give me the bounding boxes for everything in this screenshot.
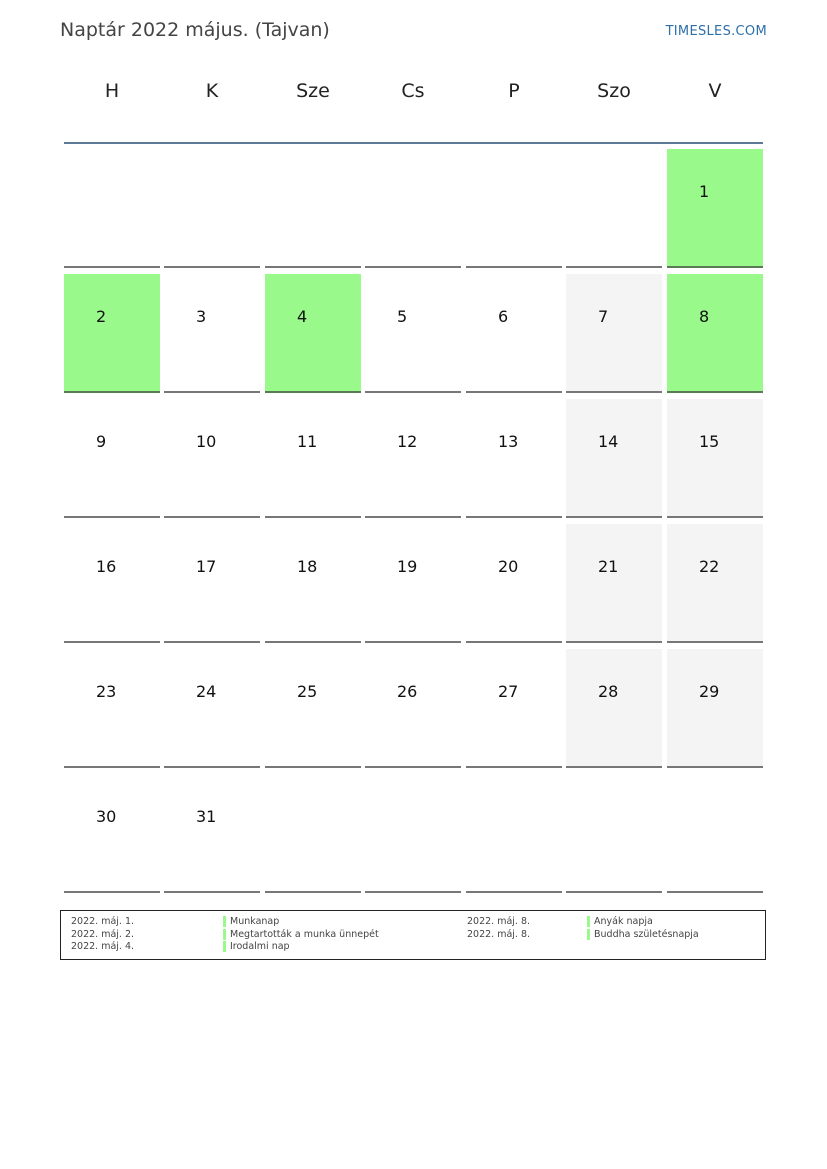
weekday-label: H — [104, 80, 120, 102]
day-number: 18 — [297, 557, 318, 576]
day-number: 31 — [196, 807, 217, 826]
calendar-day-cell[interactable] — [365, 274, 461, 393]
calendar-cell-empty — [466, 774, 562, 893]
calendar-day-cell[interactable] — [566, 649, 662, 768]
calendar-day-cell[interactable] — [64, 649, 160, 768]
calendar-day-cell[interactable] — [164, 524, 260, 643]
day-number: 10 — [196, 432, 217, 451]
calendar-grid — [64, 149, 763, 895]
calendar-day-cell[interactable] — [667, 399, 763, 518]
day-number: 28 — [598, 682, 619, 701]
calendar-day-cell[interactable] — [64, 399, 160, 518]
legend-holiday-name: Buddha születésnapja — [587, 928, 699, 941]
day-number: 9 — [96, 432, 107, 451]
legend-date: 2022. máj. 2. — [71, 928, 135, 940]
day-number: 24 — [196, 682, 217, 701]
calendar-cell-empty — [164, 149, 260, 268]
calendar-day-cell[interactable] — [466, 649, 562, 768]
day-number: 4 — [297, 307, 308, 326]
day-number: 16 — [96, 557, 117, 576]
day-number: 30 — [96, 807, 117, 826]
calendar-day-cell[interactable] — [365, 524, 461, 643]
calendar-cell-empty — [466, 149, 562, 268]
calendar-day-cell[interactable] — [265, 399, 361, 518]
weekday-label: Szo — [597, 80, 631, 102]
day-number: 7 — [598, 307, 609, 326]
calendar-day-cell[interactable] — [466, 399, 562, 518]
calendar-day-cell[interactable] — [667, 274, 763, 393]
calendar-day-cell[interactable] — [466, 524, 562, 643]
calendar-day-cell[interactable] — [164, 399, 260, 518]
weekday-label: Sze — [296, 80, 330, 102]
legend-holiday-name: Irodalmi nap — [223, 940, 290, 953]
day-number: 15 — [699, 432, 720, 451]
day-number: 8 — [699, 307, 710, 326]
legend-date: 2022. máj. 8. — [467, 928, 531, 940]
day-number: 11 — [297, 432, 318, 451]
calendar-day-cell[interactable] — [667, 149, 763, 268]
day-number: 17 — [196, 557, 217, 576]
calendar-cell-empty — [265, 149, 361, 268]
calendar-cell-empty — [566, 774, 662, 893]
day-number: 21 — [598, 557, 619, 576]
day-number: 25 — [297, 682, 318, 701]
day-number: 2 — [96, 307, 107, 326]
day-number: 1 — [699, 182, 710, 201]
calendar-day-cell[interactable] — [164, 274, 260, 393]
legend-holiday-name: Megtartották a munka ünnepét — [223, 928, 379, 941]
calendar-day-cell[interactable] — [667, 649, 763, 768]
header-divider — [64, 142, 763, 144]
day-number: 19 — [397, 557, 418, 576]
day-number: 20 — [498, 557, 519, 576]
holiday-legend — [60, 910, 766, 960]
calendar-cell-empty — [365, 774, 461, 893]
day-number: 6 — [498, 307, 509, 326]
calendar-day-cell[interactable] — [164, 649, 260, 768]
weekday-label: K — [205, 80, 219, 102]
calendar-day-cell[interactable] — [265, 649, 361, 768]
calendar-day-cell[interactable] — [64, 774, 160, 893]
calendar-day-cell[interactable] — [667, 524, 763, 643]
legend-date: 2022. máj. 1. — [71, 916, 135, 927]
day-number: 23 — [96, 682, 117, 701]
weekday-label: Cs — [401, 80, 425, 102]
calendar-cell-empty — [566, 149, 662, 268]
page-title: Naptár 2022 május. (Tajvan) — [60, 19, 330, 41]
day-number: 12 — [397, 432, 418, 451]
calendar-day-cell[interactable] — [566, 399, 662, 518]
calendar-day-cell[interactable] — [64, 274, 160, 393]
day-number: 27 — [498, 682, 519, 701]
day-number: 13 — [498, 432, 519, 451]
calendar-day-cell[interactable] — [365, 649, 461, 768]
weekday-label: V — [708, 80, 722, 102]
day-number: 26 — [397, 682, 418, 701]
day-number: 5 — [397, 307, 408, 326]
weekday-header — [64, 80, 763, 142]
day-number: 3 — [196, 307, 207, 326]
legend-date: 2022. máj. 4. — [71, 941, 135, 952]
calendar-cell-empty — [64, 149, 160, 268]
legend-holiday-name: Munkanap — [223, 915, 279, 928]
calendar-day-cell[interactable] — [164, 774, 260, 893]
calendar-day-cell[interactable] — [566, 274, 662, 393]
day-number: 14 — [598, 432, 619, 451]
legend-holiday-name: Anyák napja — [587, 915, 653, 928]
calendar-day-cell[interactable] — [265, 274, 361, 393]
brand-link[interactable]: TIMESLES.COM — [665, 24, 767, 39]
calendar-cell-empty — [667, 774, 763, 893]
calendar-day-cell[interactable] — [265, 524, 361, 643]
weekday-label: P — [508, 80, 520, 102]
calendar-day-cell[interactable] — [466, 274, 562, 393]
calendar-cell-empty — [365, 149, 461, 268]
calendar-cell-empty — [265, 774, 361, 893]
calendar-day-cell[interactable] — [64, 524, 160, 643]
calendar-day-cell[interactable] — [365, 399, 461, 518]
day-number: 29 — [699, 682, 720, 701]
legend-date: 2022. máj. 8. — [467, 916, 531, 927]
day-number: 22 — [699, 557, 720, 576]
calendar-day-cell[interactable] — [566, 524, 662, 643]
